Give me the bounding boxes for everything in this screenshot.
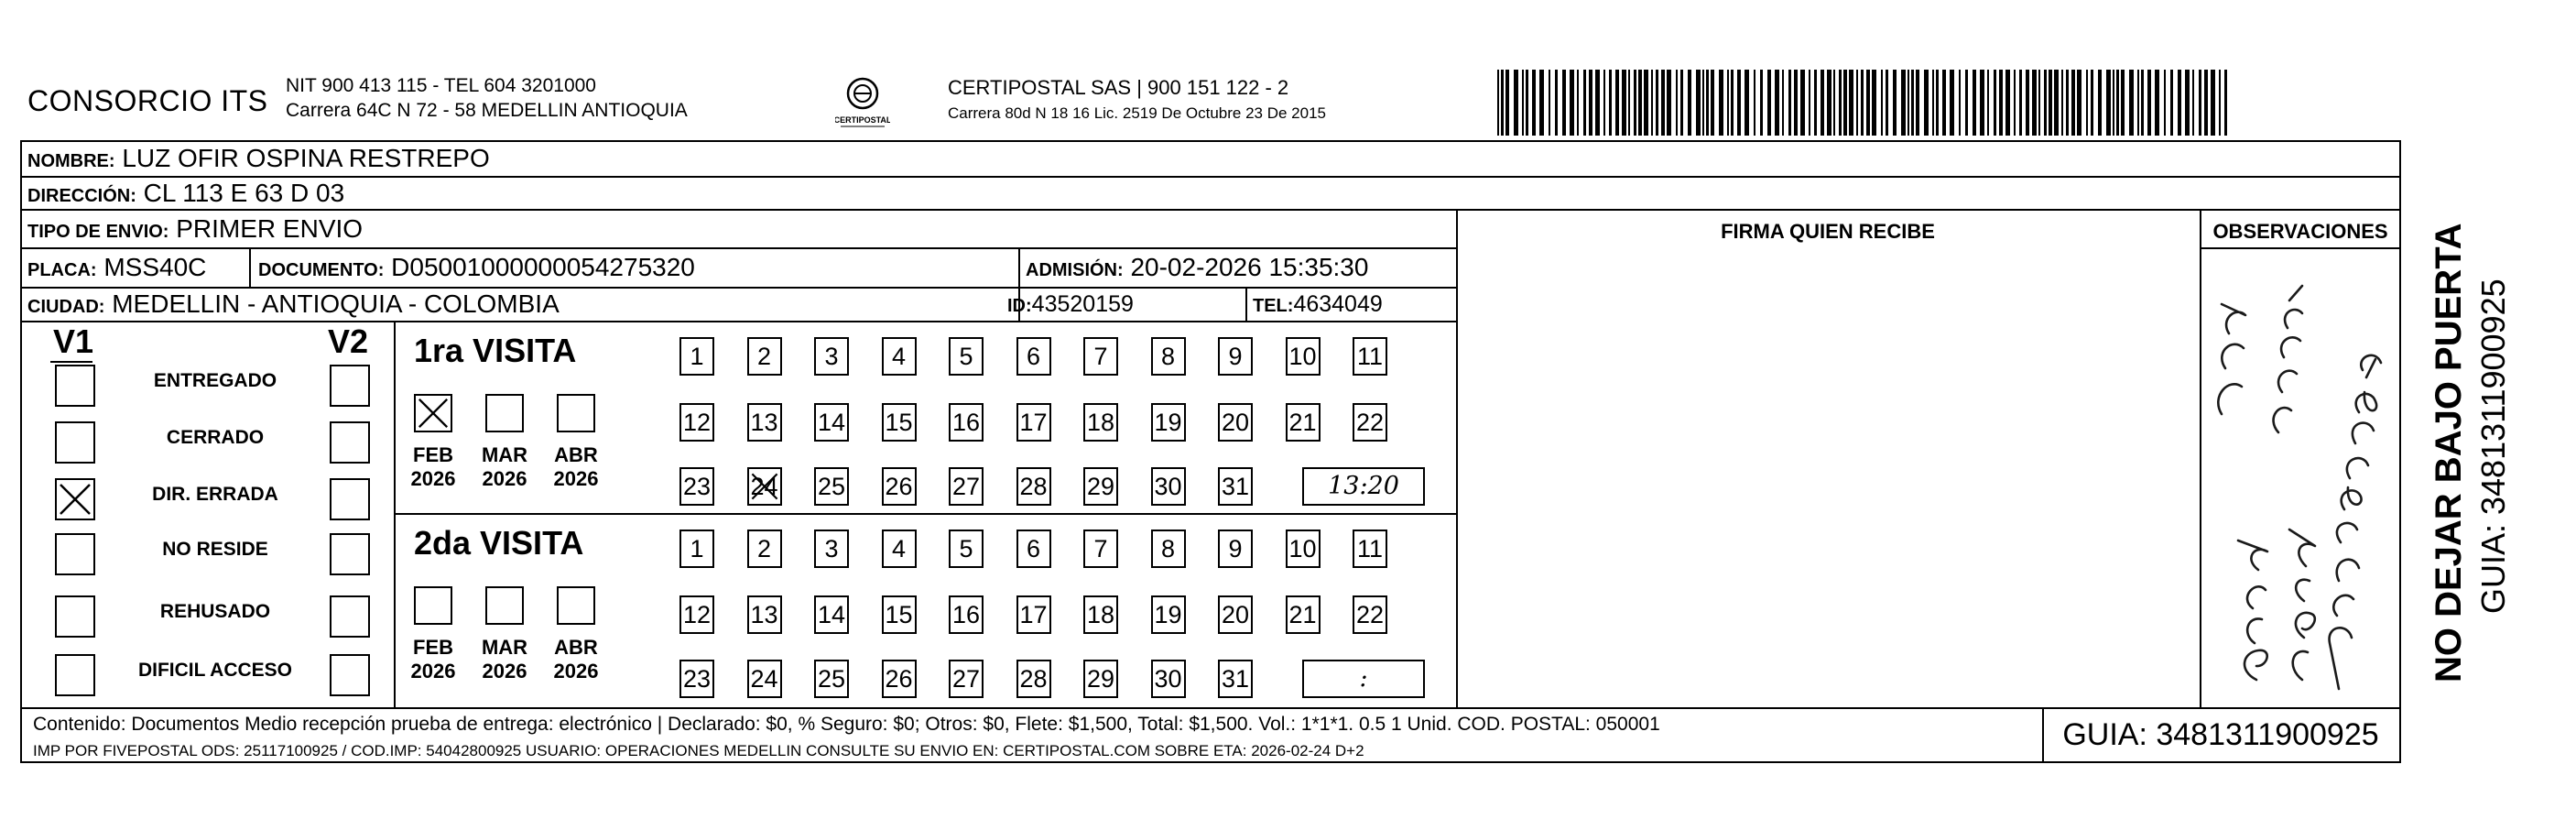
day-number: 23	[682, 665, 712, 693]
day-box[interactable]	[1083, 337, 1118, 376]
visit-title: 2da VISITA	[414, 524, 584, 562]
day-box[interactable]	[1083, 467, 1118, 506]
day-box[interactable]	[747, 403, 782, 442]
day-number: 31	[1221, 665, 1250, 693]
day-box[interactable]	[949, 530, 984, 568]
row-divider	[20, 287, 1456, 289]
cell-divider	[394, 321, 396, 707]
v1-checkbox[interactable]	[55, 533, 95, 575]
x-mark-icon	[57, 480, 93, 519]
month-checkbox[interactable]	[414, 586, 452, 625]
admision-label: ADMISIÓN:	[1026, 260, 1124, 280]
row-divider	[20, 176, 2401, 178]
day-number: 28	[1019, 665, 1048, 693]
month-label	[479, 636, 530, 683]
month-label	[408, 443, 459, 491]
tel-label: TEL:	[1253, 296, 1294, 316]
month-name: FEB	[413, 443, 453, 466]
signature-column-title: FIRMA QUIEN RECIBE	[1721, 220, 1935, 243]
day-box[interactable]	[1218, 660, 1253, 698]
day-box[interactable]	[1083, 660, 1118, 698]
day-number: 31	[1221, 473, 1250, 500]
v2-checkbox[interactable]	[330, 365, 370, 407]
time-box[interactable]: 13:20	[1302, 467, 1425, 506]
day-number: 12	[682, 409, 712, 436]
day-box[interactable]	[1286, 530, 1321, 568]
day-number: 5	[959, 343, 973, 370]
month-year: 2026	[553, 660, 599, 682]
day-number: 24	[750, 665, 778, 693]
ciudad-label: CIUDAD:	[27, 297, 105, 317]
day-box[interactable]	[1353, 403, 1387, 442]
v1-checkbox[interactable]	[55, 478, 95, 520]
visit-title: 1ra VISITA	[414, 332, 577, 369]
day-number: 18	[1086, 409, 1115, 436]
day-box[interactable]	[1286, 403, 1321, 442]
day-number: 27	[951, 473, 981, 500]
day-number: 14	[817, 601, 846, 628]
status-label: DIFICIL ACCESO	[137, 660, 292, 681]
day-number: 10	[1288, 535, 1317, 562]
day-number: 14	[817, 409, 846, 436]
status-label: NO RESIDE	[162, 539, 268, 560]
status-label: DIR. ERRADA	[152, 484, 278, 505]
day-box[interactable]	[949, 337, 984, 376]
day-box[interactable]	[814, 660, 849, 698]
tipo-envio-field	[27, 214, 363, 246]
status-label: CERRADO	[166, 427, 265, 448]
documento-field	[258, 253, 695, 285]
day-number: 11	[1356, 343, 1384, 370]
day-number: 17	[1019, 409, 1048, 436]
guia-number: GUIA: 3481311900925	[2062, 717, 2379, 752]
day-number: 12	[682, 601, 712, 628]
v2-checkbox[interactable]	[330, 533, 370, 575]
day-number: 23	[682, 473, 712, 500]
day-box[interactable]	[949, 660, 984, 698]
day-box[interactable]	[1353, 530, 1387, 568]
day-box[interactable]	[1353, 595, 1387, 634]
nit-line: NIT 900 413 115 - TEL 604 3201000	[286, 75, 596, 96]
day-number: 9	[1228, 343, 1243, 370]
x-mark-icon	[416, 396, 451, 431]
day-number: 21	[1288, 409, 1317, 436]
company-name: CONSORCIO ITS	[27, 84, 268, 117]
month-year: 2026	[410, 467, 456, 490]
v2-checkbox[interactable]	[330, 595, 370, 638]
day-number: 7	[1093, 343, 1108, 370]
certipostal-info	[948, 75, 1326, 126]
day-box[interactable]	[679, 660, 714, 698]
day-box[interactable]	[1083, 403, 1118, 442]
day-number: 20	[1221, 409, 1250, 436]
day-box[interactable]	[882, 403, 917, 442]
day-number: 24	[750, 473, 778, 500]
month-name: MAR	[481, 443, 528, 466]
v1-header: V1	[53, 322, 94, 360]
day-number: 26	[885, 665, 913, 693]
day-box[interactable]	[747, 530, 782, 568]
day-number: 25	[817, 473, 846, 500]
id-label: ID:	[1007, 296, 1032, 316]
status-label: REHUSADO	[159, 601, 271, 622]
day-box[interactable]	[1016, 337, 1051, 376]
day-box[interactable]	[882, 337, 917, 376]
tel-field	[1253, 289, 1383, 321]
day-box[interactable]	[882, 595, 917, 634]
day-number: 8	[1160, 535, 1176, 562]
day-box[interactable]	[1016, 403, 1051, 442]
day-box[interactable]	[1286, 595, 1321, 634]
admision-field	[1026, 253, 1368, 285]
status-label: ENTREGADO	[153, 370, 277, 391]
id-value: 43520159	[1031, 291, 1134, 317]
certipostal-address: Carrera 80d N 18 16 Lic. 2519 De Octubre 23 De 2015	[948, 104, 1326, 122]
observations-column-title: OBSERVACIONES	[2212, 220, 2388, 243]
tel-value: 4634049	[1293, 291, 1383, 317]
day-box[interactable]	[1151, 467, 1186, 506]
day-number: 16	[951, 601, 981, 628]
x-mark-icon	[749, 469, 780, 504]
day-box[interactable]	[747, 595, 782, 634]
day-number: 18	[1086, 601, 1115, 628]
month-name: MAR	[481, 636, 528, 659]
visit-divider	[394, 513, 1456, 515]
placa-field	[27, 253, 206, 285]
direccion-field	[27, 179, 344, 211]
day-number: 10	[1288, 343, 1317, 370]
v2-checkbox[interactable]	[330, 421, 370, 464]
day-box[interactable]	[1151, 595, 1186, 634]
print-info: IMP POR FIVEPOSTAL ODS: 25117100925 / COD.IMP: 54042800925 USUARIO: OPERACIONES MEDELLIN CONSULTE SU ENVIO EN: CERTIPOSTAL.COM SOBRE ETA: 2026-02-24 D+2	[33, 742, 1364, 759]
day-box[interactable]	[882, 530, 917, 568]
day-box[interactable]	[814, 595, 849, 634]
day-number: 3	[824, 535, 839, 562]
day-box[interactable]	[1218, 337, 1253, 376]
ciudad-value: MEDELLIN - ANTIOQUIA - COLOMBIA	[104, 289, 560, 318]
side-guia: GUIA: 3481311900925	[2474, 278, 2512, 614]
content-summary: Contenido: Documentos Medio recepción prueba de entrega: electrónico | Declarado: $0, % Seguro: $0; Otros: $0, Flete: $1,500, Total: $1,500. Vol.: 1*1*1. 0.5 1 Unid. COD. POSTAL: 050001	[33, 714, 1660, 735]
company-info	[286, 73, 688, 123]
day-number: 21	[1288, 601, 1317, 628]
month-checkbox[interactable]	[414, 394, 452, 432]
day-box[interactable]	[1016, 660, 1051, 698]
v1-checkbox[interactable]	[55, 654, 95, 696]
month-name: ABR	[554, 443, 598, 466]
day-number: 3	[824, 343, 839, 370]
v1-underline	[50, 361, 92, 363]
day-box[interactable]	[814, 337, 849, 376]
day-number: 6	[1026, 535, 1041, 562]
day-number: 13	[750, 601, 778, 628]
day-number: 30	[1154, 473, 1182, 500]
day-number: 27	[951, 665, 981, 693]
day-box[interactable]	[679, 595, 714, 634]
day-box[interactable]	[882, 660, 917, 698]
tipo-envio-value: PRIMER ENVIO	[168, 214, 364, 243]
day-box[interactable]	[1218, 403, 1253, 442]
day-box[interactable]	[679, 467, 714, 506]
row-divider	[20, 247, 1456, 249]
day-number: 6	[1026, 343, 1041, 370]
placa-label: PLACA:	[27, 260, 97, 280]
day-number: 29	[1086, 665, 1115, 693]
day-box[interactable]	[814, 467, 849, 506]
day-box[interactable]	[814, 403, 849, 442]
day-number: 8	[1160, 343, 1176, 370]
day-number: 22	[1355, 601, 1385, 628]
direccion-value: CL 113 E 63 D 03	[136, 179, 345, 207]
day-box[interactable]	[1353, 337, 1387, 376]
day-box[interactable]	[1016, 530, 1051, 568]
day-number: 15	[885, 409, 913, 436]
month-year: 2026	[553, 467, 599, 490]
day-box[interactable]	[1016, 595, 1051, 634]
month-name: ABR	[554, 636, 598, 659]
day-number: 7	[1093, 535, 1108, 562]
day-number: 16	[951, 409, 981, 436]
documento-value: D05001000000054275320	[384, 253, 695, 281]
no-dejar-bajo-puerta: NO DEJAR BAJO PUERTA	[2429, 223, 2469, 682]
v2-checkbox[interactable]	[330, 478, 370, 520]
day-box[interactable]	[1151, 530, 1186, 568]
month-label	[408, 636, 459, 683]
v2-checkbox[interactable]	[330, 654, 370, 696]
month-year: 2026	[482, 660, 527, 682]
day-number: 22	[1355, 409, 1385, 436]
day-number: 2	[756, 343, 772, 370]
documento-label: DOCUMENTO:	[258, 260, 385, 280]
company-address: Carrera 64C N 72 - 58 MEDELLIN ANTIOQUIA	[286, 100, 688, 121]
nombre-field	[27, 144, 490, 176]
day-box[interactable]	[1016, 467, 1051, 506]
direccion-label: DIRECCIÓN:	[27, 186, 136, 206]
side-notice	[2413, 160, 2523, 682]
barcode-icon	[1497, 70, 2228, 136]
certipostal-logo	[835, 73, 890, 132]
day-box[interactable]	[747, 467, 782, 506]
day-number: 26	[885, 473, 913, 500]
month-checkbox[interactable]	[485, 394, 524, 432]
cell-divider	[249, 247, 251, 287]
day-number: 28	[1019, 473, 1048, 500]
ciudad-field	[27, 289, 560, 322]
day-box[interactable]	[1218, 467, 1253, 506]
month-year: 2026	[482, 467, 527, 490]
day-box[interactable]	[679, 337, 714, 376]
day-box[interactable]	[1151, 660, 1186, 698]
day-number: 19	[1154, 409, 1182, 436]
day-number: 29	[1086, 473, 1115, 500]
day-box[interactable]	[1151, 403, 1186, 442]
day-number: 2	[756, 535, 772, 562]
day-number: 9	[1228, 535, 1243, 562]
day-number: 15	[885, 601, 913, 628]
certipostal-line: CERTIPOSTAL SAS | 900 151 122 - 2	[948, 76, 1289, 99]
day-box[interactable]	[747, 660, 782, 698]
day-box[interactable]	[882, 467, 917, 506]
v1-checkbox[interactable]	[55, 421, 95, 464]
month-checkbox[interactable]	[557, 394, 595, 432]
day-box[interactable]	[814, 530, 849, 568]
month-name: FEB	[413, 636, 453, 659]
day-box[interactable]	[1083, 595, 1118, 634]
admision-value: 20-02-2026 15:35:30	[1123, 253, 1369, 281]
day-number: 19	[1154, 601, 1182, 628]
day-number: 13	[750, 409, 778, 436]
day-box[interactable]	[1083, 530, 1118, 568]
day-box[interactable]	[949, 595, 984, 634]
v1-checkbox[interactable]	[55, 595, 95, 638]
row-divider	[20, 209, 2401, 211]
day-box[interactable]	[747, 337, 782, 376]
day-box[interactable]	[949, 403, 984, 442]
day-number: 1	[690, 535, 704, 562]
day-number: 30	[1154, 665, 1182, 693]
day-box[interactable]	[949, 467, 984, 506]
day-number: 11	[1356, 535, 1384, 562]
month-label	[550, 636, 602, 683]
v2-header: V2	[328, 322, 369, 360]
day-box[interactable]	[679, 530, 714, 568]
day-box[interactable]	[1218, 530, 1253, 568]
nombre-label: NOMBRE:	[27, 151, 115, 171]
month-checkbox[interactable]	[557, 586, 595, 625]
tipo-envio-label: TIPO DE ENVIO:	[27, 222, 169, 242]
cell-divider	[1245, 287, 1247, 321]
id-field	[1007, 289, 1134, 321]
nombre-value: LUZ OFIR OSPINA RESTREPO	[114, 144, 490, 172]
observations-handwriting	[2201, 249, 2397, 705]
day-number: 17	[1019, 601, 1048, 628]
day-box[interactable]	[1286, 337, 1321, 376]
day-number: 20	[1221, 601, 1250, 628]
logo-caption: CERTIPOSTAL	[835, 115, 890, 125]
day-box[interactable]	[1218, 595, 1253, 634]
placa-value: MSS40C	[96, 253, 207, 281]
certipostal-logo-icon	[835, 73, 890, 132]
v1-checkbox[interactable]	[55, 365, 95, 407]
day-number: 25	[817, 665, 846, 693]
day-box[interactable]	[679, 403, 714, 442]
day-number: 1	[690, 343, 704, 370]
month-year: 2026	[410, 660, 456, 682]
day-box[interactable]	[1151, 337, 1186, 376]
day-number: 5	[959, 535, 973, 562]
month-label	[479, 443, 530, 491]
day-number: 4	[891, 343, 907, 370]
signature-area[interactable]	[1458, 249, 2198, 705]
month-label	[550, 443, 602, 491]
month-checkbox[interactable]	[485, 586, 524, 625]
day-number: 4	[891, 535, 907, 562]
time-box[interactable]: :	[1302, 660, 1425, 698]
